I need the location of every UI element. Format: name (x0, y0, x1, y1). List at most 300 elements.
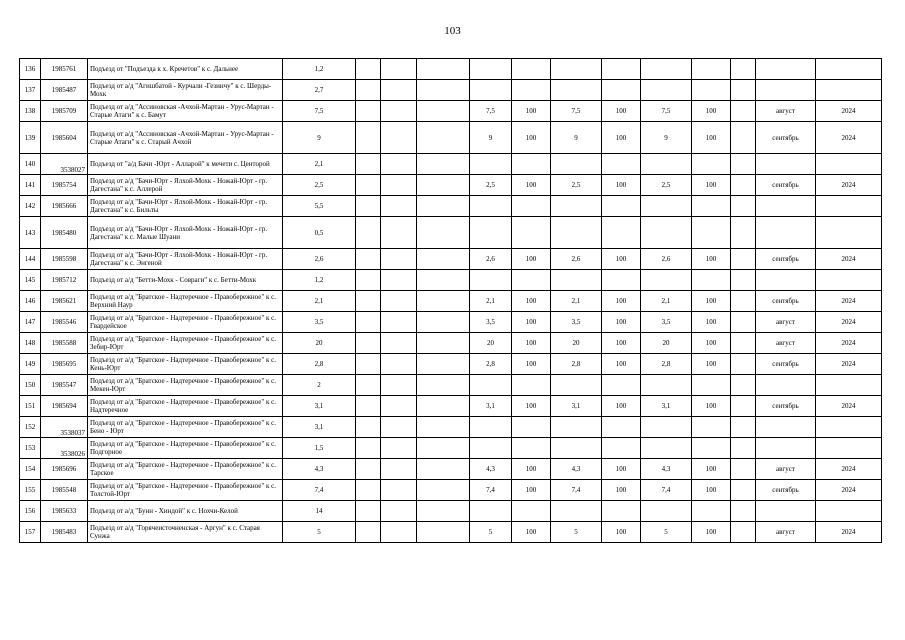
col-10-cell: 5 (551, 522, 602, 543)
road-length-cell: 5 (283, 522, 356, 543)
road-code-cell: 1985633 (41, 501, 88, 522)
col-6-cell (381, 101, 417, 122)
col-8-cell (470, 196, 512, 217)
road-length-cell: 1,2 (283, 59, 356, 80)
col-12-cell: 2,5 (641, 175, 692, 196)
col-10-cell: 2,6 (551, 249, 602, 270)
col-12-cell (641, 417, 692, 438)
repair-month-cell: август (756, 312, 816, 333)
col-7-cell (417, 249, 470, 270)
col-14-cell (731, 312, 756, 333)
col-14-cell (731, 459, 756, 480)
col-7-cell (417, 480, 470, 501)
repair-month-cell: сентябрь (756, 122, 816, 154)
col-8-cell (470, 501, 512, 522)
col-9-cell (512, 375, 551, 396)
road-length-cell: 2,6 (283, 249, 356, 270)
table-row (20, 217, 882, 249)
col-10-cell: 2,8 (551, 354, 602, 375)
col-10-cell: 2,1 (551, 291, 602, 312)
col-9-cell (512, 417, 551, 438)
col-6-cell (381, 80, 417, 101)
road-code-cell: 3538026 (41, 438, 88, 459)
col-9-cell (512, 501, 551, 522)
road-code-cell: 3538027 (41, 154, 88, 175)
col-11-cell: 100 (602, 333, 641, 354)
col-11-cell (602, 196, 641, 217)
col-8-cell: 3,5 (470, 312, 512, 333)
col-5-cell (356, 501, 381, 522)
col-6-cell (381, 417, 417, 438)
repair-month-cell: август (756, 522, 816, 543)
col-9-cell (512, 196, 551, 217)
col-13-cell: 100 (692, 333, 731, 354)
repair-month-cell (756, 196, 816, 217)
repair-month-cell (756, 501, 816, 522)
row-number-cell: 144 (20, 249, 41, 270)
table-row (20, 59, 882, 80)
row-number-cell: 157 (20, 522, 41, 543)
col-6-cell (381, 480, 417, 501)
col-8-cell: 2,1 (470, 291, 512, 312)
col-10-cell: 9 (551, 122, 602, 154)
col-13-cell: 100 (692, 101, 731, 122)
col-7-cell (417, 291, 470, 312)
col-13-cell: 100 (692, 312, 731, 333)
col-5-cell (356, 80, 381, 101)
row-number-cell: 137 (20, 80, 41, 101)
col-7-cell (417, 375, 470, 396)
col-7-cell (417, 217, 470, 249)
col-6-cell (381, 217, 417, 249)
row-number-cell: 151 (20, 396, 41, 417)
col-8-cell (470, 438, 512, 459)
repair-month-cell: сентябрь (756, 480, 816, 501)
col-12-cell: 3,5 (641, 312, 692, 333)
col-8-cell: 7,5 (470, 101, 512, 122)
col-14-cell (731, 175, 756, 196)
col-6-cell (381, 270, 417, 291)
col-10-cell (551, 196, 602, 217)
road-length-cell: 7,4 (283, 480, 356, 501)
col-13-cell: 100 (692, 175, 731, 196)
col-6-cell (381, 438, 417, 459)
table-row (20, 101, 882, 122)
road-length-cell: 9 (283, 122, 356, 154)
col-5-cell (356, 175, 381, 196)
row-number-cell: 142 (20, 196, 41, 217)
col-6-cell (381, 522, 417, 543)
table-row (20, 354, 882, 375)
col-14-cell (731, 101, 756, 122)
repair-year-cell (816, 375, 882, 396)
col-12-cell: 2,1 (641, 291, 692, 312)
road-name-cell: Подъезд от а/д "Братское - Надтеречное - Правобережное" к с. Толстой-Юрт (88, 480, 283, 501)
col-7-cell (417, 59, 470, 80)
col-5-cell (356, 101, 381, 122)
road-length-cell: 1,2 (283, 270, 356, 291)
road-code-cell: 3538037 (41, 417, 88, 438)
col-9-cell: 100 (512, 101, 551, 122)
col-14-cell (731, 59, 756, 80)
table-row (20, 438, 882, 459)
road-name-cell: Подъезд от а/д "Бачи-Юрт - Ялхой-Мохк - Ножай-Юрт - гр. Дагестана" к с. Аллерой (88, 175, 283, 196)
road-length-cell: 3,1 (283, 417, 356, 438)
road-length-cell: 2,8 (283, 354, 356, 375)
col-10-cell (551, 59, 602, 80)
col-8-cell: 2,8 (470, 354, 512, 375)
col-9-cell (512, 217, 551, 249)
col-9-cell (512, 59, 551, 80)
col-12-cell: 2,6 (641, 249, 692, 270)
repair-year-cell (816, 417, 882, 438)
table-row (20, 312, 882, 333)
col-5-cell (356, 249, 381, 270)
col-14-cell (731, 217, 756, 249)
col-11-cell: 100 (602, 122, 641, 154)
row-number-cell: 154 (20, 459, 41, 480)
col-9-cell: 100 (512, 354, 551, 375)
col-10-cell (551, 217, 602, 249)
repair-year-cell (816, 438, 882, 459)
col-11-cell: 100 (602, 459, 641, 480)
col-14-cell (731, 438, 756, 459)
road-length-cell: 2,1 (283, 154, 356, 175)
road-code-cell: 1985480 (41, 217, 88, 249)
row-number-cell: 141 (20, 175, 41, 196)
road-code-cell: 1985588 (41, 333, 88, 354)
col-14-cell (731, 354, 756, 375)
col-6-cell (381, 459, 417, 480)
road-code-cell: 1985598 (41, 249, 88, 270)
col-10-cell (551, 270, 602, 291)
row-number-cell: 143 (20, 217, 41, 249)
col-10-cell: 4,3 (551, 459, 602, 480)
col-9-cell (512, 154, 551, 175)
col-6-cell (381, 154, 417, 175)
col-12-cell: 7,5 (641, 101, 692, 122)
repair-month-cell: август (756, 333, 816, 354)
col-14-cell (731, 522, 756, 543)
repair-year-cell: 2024 (816, 249, 882, 270)
road-name-cell: Подъезд от а/д "Братское - Надтеречное - Правобережное" к с. Тарское (88, 459, 283, 480)
col-5-cell (356, 122, 381, 154)
col-10-cell: 3,1 (551, 396, 602, 417)
col-7-cell (417, 333, 470, 354)
road-code-cell: 1985487 (41, 80, 88, 101)
row-number-cell: 145 (20, 270, 41, 291)
col-12-cell: 2,8 (641, 354, 692, 375)
road-code-cell: 1985604 (41, 122, 88, 154)
col-12-cell: 20 (641, 333, 692, 354)
col-14-cell (731, 291, 756, 312)
col-6-cell (381, 249, 417, 270)
road-length-cell: 4,3 (283, 459, 356, 480)
col-5-cell (356, 354, 381, 375)
road-name-cell: Подъезд от а/д "Ассиновская -Ачхой-Мартан - Урус-Мартан - Старые Атаги" к с. Старый Ачхой (88, 122, 283, 154)
col-8-cell: 5 (470, 522, 512, 543)
col-13-cell: 100 (692, 291, 731, 312)
road-name-cell: Подъезд от а/д "Братское - Надтеречное - Правобережное" к с. Подгорное (88, 438, 283, 459)
repair-month-cell (756, 80, 816, 101)
col-8-cell (470, 375, 512, 396)
table-row (20, 80, 882, 101)
col-8-cell: 9 (470, 122, 512, 154)
col-10-cell (551, 438, 602, 459)
col-9-cell (512, 438, 551, 459)
col-5-cell (356, 375, 381, 396)
table-row (20, 122, 882, 154)
road-name-cell: Подъезд от а/д "Братское - Надтеречное - Правобережное" к с. Кень-Юрт (88, 354, 283, 375)
row-number-cell: 149 (20, 354, 41, 375)
repair-month-cell (756, 417, 816, 438)
road-length-cell: 2 (283, 375, 356, 396)
col-7-cell (417, 522, 470, 543)
col-8-cell: 2,6 (470, 249, 512, 270)
row-number-cell: 140 (20, 154, 41, 175)
col-9-cell: 100 (512, 333, 551, 354)
table-row (20, 249, 882, 270)
road-name-cell: Подъезд от а/д "Бунн - Хиндой" к с. Нохчи-Келой (88, 501, 283, 522)
col-6-cell (381, 375, 417, 396)
col-13-cell (692, 80, 731, 101)
col-11-cell (602, 270, 641, 291)
col-10-cell (551, 417, 602, 438)
col-5-cell (356, 396, 381, 417)
col-5-cell (356, 522, 381, 543)
col-14-cell (731, 333, 756, 354)
road-length-cell: 0,5 (283, 217, 356, 249)
road-code-cell: 1985546 (41, 312, 88, 333)
col-6-cell (381, 501, 417, 522)
col-9-cell: 100 (512, 459, 551, 480)
col-13-cell: 100 (692, 249, 731, 270)
col-8-cell (470, 270, 512, 291)
col-12-cell (641, 501, 692, 522)
col-12-cell (641, 375, 692, 396)
col-5-cell (356, 312, 381, 333)
col-11-cell: 100 (602, 312, 641, 333)
col-14-cell (731, 480, 756, 501)
col-14-cell (731, 154, 756, 175)
table-row (20, 333, 882, 354)
col-12-cell (641, 270, 692, 291)
repair-month-cell (756, 270, 816, 291)
col-7-cell (417, 175, 470, 196)
road-code-cell: 1985548 (41, 480, 88, 501)
col-14-cell (731, 249, 756, 270)
col-8-cell: 2,5 (470, 175, 512, 196)
col-7-cell (417, 354, 470, 375)
repair-year-cell (816, 270, 882, 291)
road-name-cell: Подъезд от а/д "Бетти-Мохк - Совраги" к с. Бетти-Мохк (88, 270, 283, 291)
col-13-cell (692, 375, 731, 396)
col-13-cell (692, 417, 731, 438)
col-14-cell (731, 196, 756, 217)
row-number-cell: 153 (20, 438, 41, 459)
repair-year-cell (816, 501, 882, 522)
road-code-cell: 1985696 (41, 459, 88, 480)
col-11-cell: 100 (602, 480, 641, 501)
table-row (20, 459, 882, 480)
col-7-cell (417, 122, 470, 154)
repair-month-cell (756, 438, 816, 459)
col-11-cell (602, 217, 641, 249)
col-12-cell: 5 (641, 522, 692, 543)
road-code-cell: 1985712 (41, 270, 88, 291)
road-length-cell: 2,1 (283, 291, 356, 312)
col-12-cell (641, 80, 692, 101)
col-9-cell: 100 (512, 175, 551, 196)
repair-year-cell: 2024 (816, 354, 882, 375)
road-name-cell: Подъезд от а/д "Братское - Надтеречное - Правобережное" к с. Гвардейское (88, 312, 283, 333)
table-row (20, 270, 882, 291)
col-13-cell: 100 (692, 480, 731, 501)
col-8-cell: 20 (470, 333, 512, 354)
col-8-cell (470, 154, 512, 175)
col-12-cell (641, 217, 692, 249)
col-7-cell (417, 196, 470, 217)
repair-year-cell: 2024 (816, 122, 882, 154)
col-10-cell: 7,5 (551, 101, 602, 122)
col-10-cell (551, 375, 602, 396)
repair-year-cell (816, 154, 882, 175)
table-row (20, 154, 882, 175)
col-5-cell (356, 270, 381, 291)
row-number-cell: 147 (20, 312, 41, 333)
col-10-cell: 2,5 (551, 175, 602, 196)
col-7-cell (417, 459, 470, 480)
col-11-cell (602, 417, 641, 438)
col-7-cell (417, 312, 470, 333)
col-10-cell (551, 80, 602, 101)
col-8-cell (470, 59, 512, 80)
col-12-cell: 4,3 (641, 459, 692, 480)
road-code-cell: 1985695 (41, 354, 88, 375)
col-13-cell (692, 270, 731, 291)
col-9-cell: 100 (512, 249, 551, 270)
road-name-cell: Подъезд от а/д "Братское - Надтеречное - Правобережное" к с. Зебир-Юрт (88, 333, 283, 354)
col-8-cell: 7,4 (470, 480, 512, 501)
col-5-cell (356, 417, 381, 438)
col-8-cell (470, 417, 512, 438)
road-code-cell: 1985694 (41, 396, 88, 417)
row-number-cell: 150 (20, 375, 41, 396)
col-10-cell: 7,4 (551, 480, 602, 501)
road-name-cell: Подъезд от а/д "Братское - Надтеречное - Правобережное" к с. Мекен-Юрт (88, 375, 283, 396)
row-number-cell: 155 (20, 480, 41, 501)
col-6-cell (381, 312, 417, 333)
col-8-cell (470, 217, 512, 249)
col-13-cell (692, 501, 731, 522)
road-length-cell: 5,5 (283, 196, 356, 217)
row-number-cell: 146 (20, 291, 41, 312)
col-13-cell: 100 (692, 522, 731, 543)
col-11-cell: 100 (602, 522, 641, 543)
col-9-cell: 100 (512, 522, 551, 543)
col-11-cell: 100 (602, 101, 641, 122)
col-6-cell (381, 333, 417, 354)
road-name-cell: Подъезд от а/д "Бачи-Юрт - Ялхой-Мохк - Ножай-Юрт - гр. Дагестана" к с. Малые Шуани (88, 217, 283, 249)
repair-year-cell (816, 196, 882, 217)
col-8-cell: 3,1 (470, 396, 512, 417)
road-name-cell: Подъезд от а/д "Бачи-Юрт - Ялхой-Мохк - Ножай-Юрт - гр. Дагестана" к с. Бильты (88, 196, 283, 217)
col-5-cell (356, 196, 381, 217)
repair-year-cell: 2024 (816, 396, 882, 417)
col-13-cell: 100 (692, 396, 731, 417)
road-name-cell: Подъезд от "а/д Бачи -Юрт - Алларой" к мечети с. Центорой (88, 154, 283, 175)
col-11-cell (602, 80, 641, 101)
col-11-cell: 100 (602, 291, 641, 312)
col-11-cell (602, 154, 641, 175)
repair-month-cell: август (756, 101, 816, 122)
road-name-cell: Подъезд от а/д "Агишбатой - Курчали -Гезинчу" к с. Шерды-Мохк (88, 80, 283, 101)
col-14-cell (731, 270, 756, 291)
col-10-cell: 3,5 (551, 312, 602, 333)
road-code-cell: 1985709 (41, 101, 88, 122)
col-14-cell (731, 80, 756, 101)
col-7-cell (417, 396, 470, 417)
col-12-cell: 7,4 (641, 480, 692, 501)
road-length-cell: 7,5 (283, 101, 356, 122)
col-11-cell (602, 375, 641, 396)
road-code-cell: 1985621 (41, 291, 88, 312)
road-name-cell: Подъезд от а/д "Горячеисточненская - Аргун" к с. Старая Сунжа (88, 522, 283, 543)
road-length-cell: 1,5 (283, 438, 356, 459)
road-register-table (19, 58, 882, 543)
col-9-cell (512, 80, 551, 101)
table-row (20, 396, 882, 417)
col-9-cell: 100 (512, 480, 551, 501)
road-name-cell: Подъезд от а/д "Бачи-Юрт - Ялхой-Мохк - Ножай-Юрт - гр. Дагестана" к с. Энгеной (88, 249, 283, 270)
col-6-cell (381, 59, 417, 80)
repair-year-cell: 2024 (816, 312, 882, 333)
repair-month-cell: сентябрь (756, 291, 816, 312)
row-number-cell: 152 (20, 417, 41, 438)
col-7-cell (417, 438, 470, 459)
repair-year-cell (816, 217, 882, 249)
col-11-cell (602, 438, 641, 459)
road-length-cell: 14 (283, 501, 356, 522)
col-13-cell: 100 (692, 122, 731, 154)
repair-year-cell: 2024 (816, 480, 882, 501)
repair-month-cell: сентябрь (756, 354, 816, 375)
col-6-cell (381, 196, 417, 217)
row-number-cell: 148 (20, 333, 41, 354)
col-11-cell: 100 (602, 175, 641, 196)
repair-month-cell: сентябрь (756, 249, 816, 270)
col-12-cell (641, 196, 692, 217)
road-name-cell: Подъезд от а/д "Братское - Надтеречное - Правобережное" к с. Надтеречное (88, 396, 283, 417)
col-6-cell (381, 396, 417, 417)
col-12-cell: 9 (641, 122, 692, 154)
col-13-cell (692, 59, 731, 80)
road-code-cell: 1985483 (41, 522, 88, 543)
col-12-cell: 3,1 (641, 396, 692, 417)
col-7-cell (417, 270, 470, 291)
col-13-cell (692, 217, 731, 249)
repair-month-cell: сентябрь (756, 175, 816, 196)
col-7-cell (417, 154, 470, 175)
col-13-cell (692, 438, 731, 459)
road-code-cell: 1985666 (41, 196, 88, 217)
repair-month-cell (756, 217, 816, 249)
row-number-cell: 139 (20, 122, 41, 154)
col-8-cell (470, 80, 512, 101)
col-7-cell (417, 101, 470, 122)
road-code-cell: 1985754 (41, 175, 88, 196)
col-13-cell (692, 154, 731, 175)
